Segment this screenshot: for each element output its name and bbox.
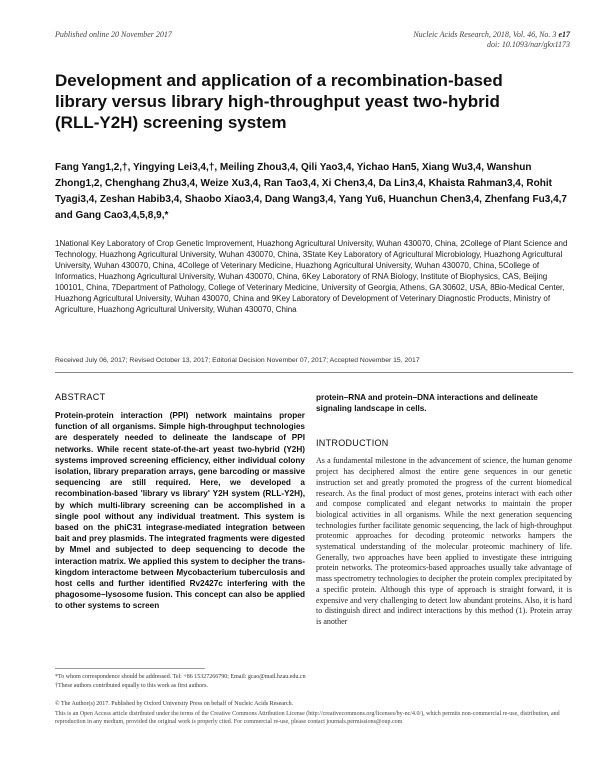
paper-title: Development and application of a recombination-based library versus library high-throughput yeast two-hybrid (RLL-Y2H) screening system (55, 71, 503, 132)
published-date: Published online 20 November 2017 (55, 30, 172, 39)
submission-dates: Received July 06, 2017; Revised October 13, 2017; Editorial Decision November 07, 2017; Accepted November 15, 2017 (55, 357, 420, 364)
affiliations: 1National Key Laboratory of Crop Genetic Improvement, Huazhong Agricultural University, Wuhan 430070, China, 2College of Plant Science and Technology, Huazhong Agricultural University, Wuhan 430070, China, 3State Key Laboratory of Agricultural Microbiology, Huazhong Agricultural University, Wuhan 430070, China, 4College of Veterinary Medicine, Huazhong Agricultural University, Wuhan 430070, China, 5College of Informatics, Huazhong Agricultural University, Wuhan 430070, China, 6Key Laboratory of RNA Biology, Institute of Biophysics, CAS, Beijing 100101, China, 7Department of Pathology, College of Veterinary Medicine, University of Georgia, Athens, GA 30602, USA, 8Bio-Medical Center, Huazhong Agricultural University, Wuhan 430070, China and 9Key Laboratory of Development of Veterinary Diagnostic Products, Ministry of Agriculture, Huazhong Agricultural University, Wuhan 430070, China (55, 239, 568, 314)
abstract-heading: ABSTRACT (55, 392, 106, 402)
license-notice: This is an Open Access article distributed under the terms of the Creative Commons Attribution License (http://creativecommons.org/licenses/by-nc/4.0/), which permits non-commercial re-use, distribution, and reproduction in any medium, provided the original work is properly cited. For commercial re-use, please contact journals.permissions@oup.com (55, 711, 560, 725)
journal-header (270, 30, 570, 50)
correspondence-footnote: *To whom correspondence should be addressed. Tel: +86 15327266790; Email: gcao@mail.hzau.edu.cn (55, 674, 306, 680)
abstract-text: Protein-protein interaction (PPI) network maintains proper function of all organisms. Simple high-throughput technologies are desperately needed to delineate the landscape of PPI networks. While recent state-of-the-art yeast two-hybrid (Y2H) systems improved screening efficiency, either individual colony isolation, library preparation arrays, gene barcoding or massive sequencing are still required. Here, we developed a recombination-based 'library vs library' Y2H system (RLL-Y2H), by which multi-library screening can be accomplished in a single pool without any individual treatment. This system is based on the phiC31 integrase-mediated integration between bait and prey plasmids. The integrated fragments were digested by MmeI and subjected to deep sequencing to decode the interaction matrix. We applied this system to decipher the trans-kingdom interactome between Mycobacterium tuberculosis and host cells and further identified Rv2427c interfering with the phagosome–lysosome fusion. This concept can also be applied to other systems to screen (55, 411, 305, 611)
right-column (316, 392, 572, 628)
equal-contribution-footnote: †These authors contributed equally to this work as first authors. (55, 683, 208, 689)
journal-citation: Nucleic Acids Research, 2018, Vol. 46, No. 3 (413, 30, 557, 39)
doi: doi: 10.1093/nar/gkx1173 (487, 40, 570, 49)
author-list: Fang Yang1,2,†, Yingying Lei3,4,†, Meiling Zhou3,4, Qili Yao3,4, Yichao Han5, Xiang Wu3,4, Wanshun Zhong1,2, Chenghang Zhu3,4, Weize Xu3,4, Ran Tao3,4, Xi Chen3,4, Da Lin3,4, Khaista Rahman3,4, Rohit Tyagi3,4, Zeshan Habib3,4, Shaobo Xiao3,4, Dang Wang3,4, Yang Yu6, Huanchun Chen3,4, Zhenfang Fu3,4,7 and Gang Cao3,4,5,8,9,* (55, 162, 567, 221)
article-number: e17 (558, 30, 570, 39)
abstract-continued: protein–RNA and protein–DNA interactions and delineate signaling landscape in cells. (316, 393, 538, 414)
header-divider (55, 372, 573, 373)
copyright-notice: © The Author(s) 2017. Published by Oxford University Press on behalf of Nucleic Acids Research. (55, 701, 294, 707)
left-column (55, 392, 305, 612)
introduction-heading: INTRODUCTION (316, 438, 389, 449)
introduction-text: As a fundamental milestone in the advancement of science, the human genome project has deciphered almost the entire gene sequences in our genetic instruction set and greatly promoted the progress of the current biomedical research. As the final product of most genes, proteins interact with each other and compose complicated and elegant networks to maintain the proper biological activities in all organisms. While the next generation sequencing technologies further facilitate genomic sequencing, the lack of high-throughput proteomic approaches for decoding proteomic networks hampers the systematical understanding of the molecular proteomic machinery of life. Generally, two approaches have been applied to investigate these intriguing protein networks. The proteomics-based approaches usually take advantage of mass spectrometry technologies to decipher the protein complex precipitated by a specific protein. Although this type of approach is straight forward, it is expensive and very challenging to detect low abundant proteins. Also, it is hard to distinguish direct and indirect interactions by this method (1). Protein array is another (316, 456, 572, 626)
footnote-divider (55, 668, 205, 669)
